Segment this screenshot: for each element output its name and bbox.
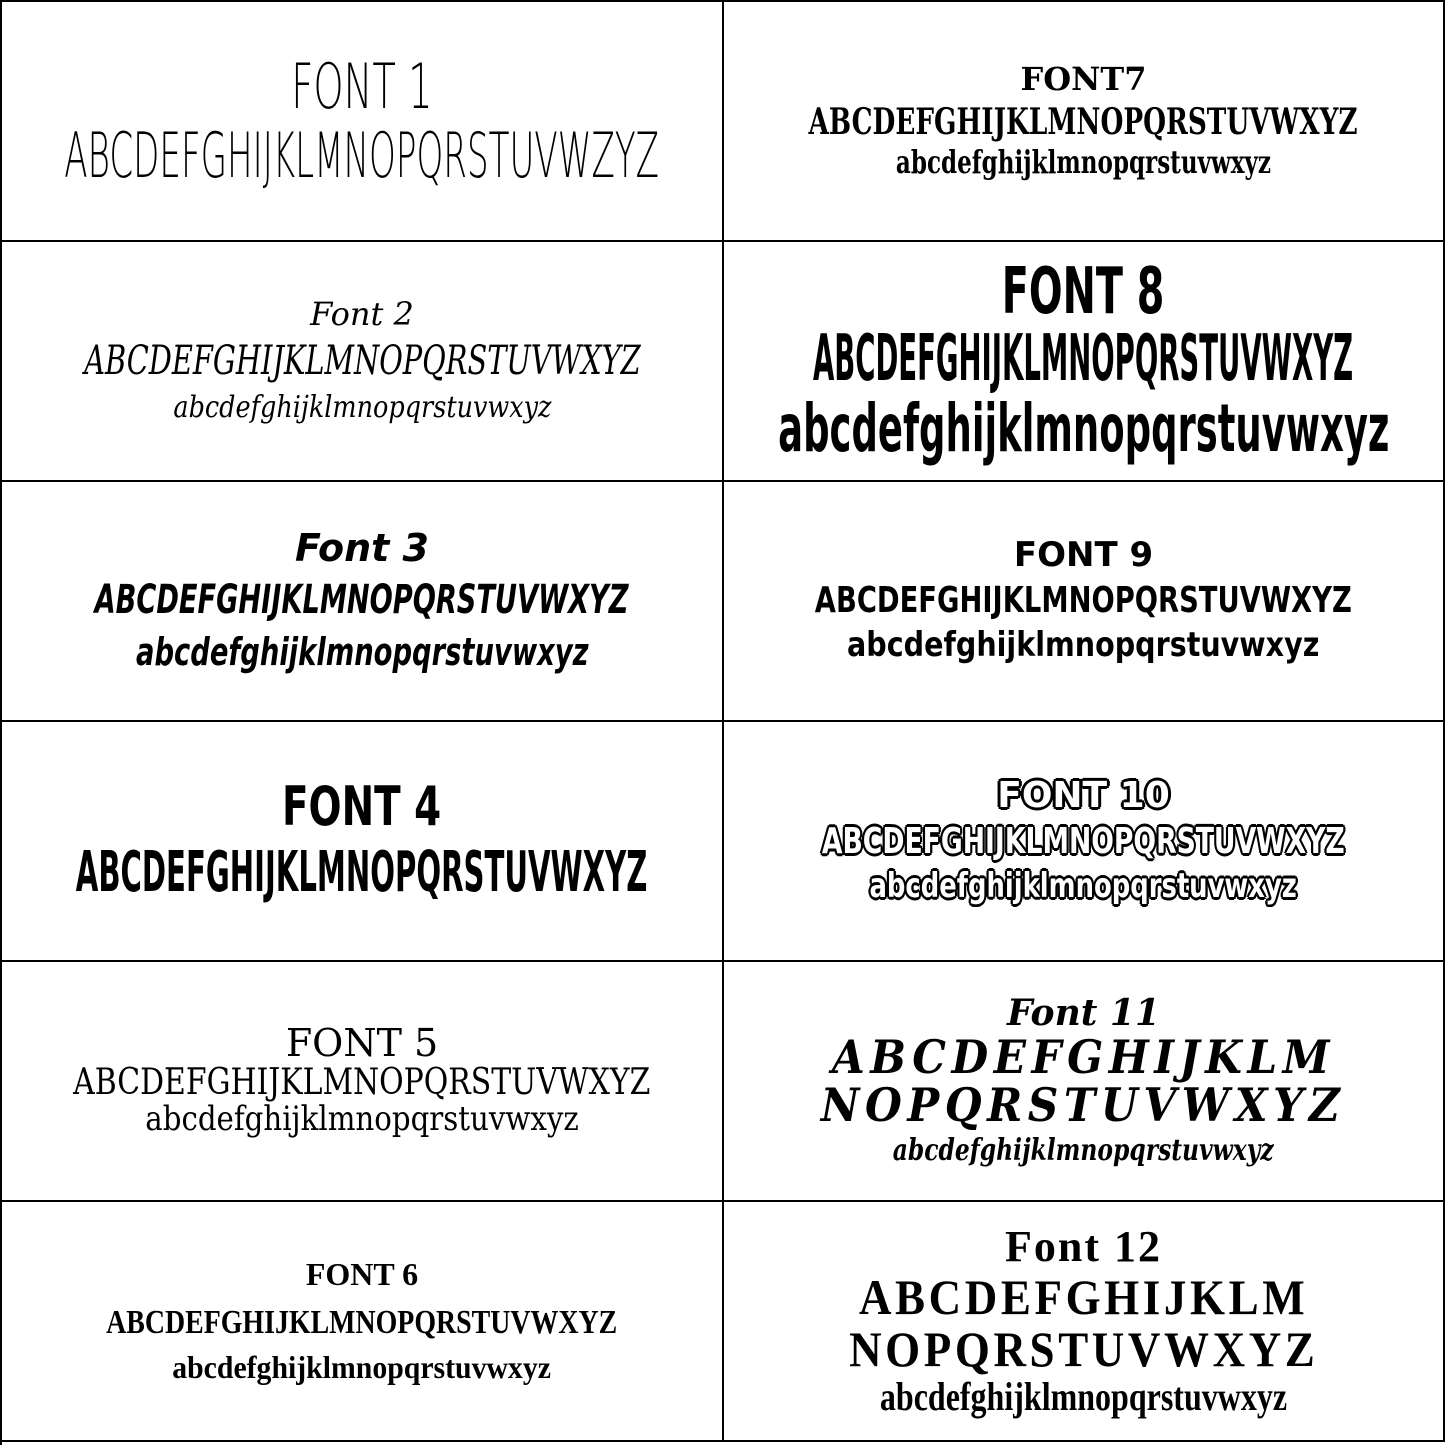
font-6-lowercase: abcdefghijklmnopqrstuvwxyz — [172, 1348, 552, 1385]
font-5-title: FONT 5 — [285, 1021, 439, 1066]
font-8-uppercase: ABCDEFGHIJKLMNOPQRSTUVWXYZ — [813, 322, 1354, 397]
font-9-cell — [724, 482, 1445, 722]
font-3-lowercase: abcdefghijklmnopqrstuvwxyz — [135, 630, 589, 674]
font-10-uppercase: ABCDEFGHIJKLMNOPQRSTUVWXYZ — [822, 821, 1345, 863]
font-1-title: FONT 1 — [291, 49, 433, 123]
font-4-uppercase: ABCDEFGHIJKLMNOPQRSTUVWXYZ — [76, 839, 648, 905]
font-10-cell — [724, 722, 1445, 962]
font-10-lowercase: abcdefghijklmnopqrstuvwxyz — [869, 865, 1298, 906]
font-2-title: Font 2 — [310, 295, 414, 334]
font-2-lowercase: abcdefghijklmnopqrstuvwxyz — [172, 390, 552, 426]
font-12-title: Font 12 — [1005, 1222, 1162, 1272]
font-6-title: FONT 6 — [305, 1255, 419, 1292]
font-3-cell — [2, 482, 724, 722]
font-9-uppercase: ABCDEFGHIJKLMNOPQRSTUVWXYZ — [814, 580, 1352, 622]
font-10-title: FONT 10 — [997, 775, 1170, 817]
font-7-cell — [724, 2, 1445, 242]
font-4-title: FONT 4 — [282, 775, 442, 839]
font-5-lowercase: abcdefghijklmnopqrstuvwxyz — [145, 1099, 579, 1139]
font-11-lowercase: abcdefghijklmnopqrstuvwxyz — [893, 1133, 1274, 1169]
font-7-uppercase: ABCDEFGHIJKLMNOPQRSTUVWXYZ — [809, 101, 1359, 144]
font-1-cell — [2, 2, 724, 242]
font-11-uppercase-line-1: ABCDEFGHIJKLM — [831, 1029, 1336, 1084]
font-2-cell — [2, 242, 724, 482]
font-3-uppercase: ABCDEFGHIJKLMNOPQRSTUVWXYZ — [95, 577, 629, 623]
font-11-title: Font 11 — [1006, 992, 1161, 1035]
font-8-cell — [724, 242, 1445, 482]
font-11-cell — [724, 962, 1445, 1202]
font-6-uppercase: ABCDEFGHIJKLMNOPQRSTUVWXYZ — [106, 1304, 618, 1342]
font-5-cell — [2, 962, 724, 1202]
font-12-uppercase-line-2: NOPQRSTUVWXYZ — [848, 1321, 1319, 1378]
font-9-lowercase: abcdefghijklmnopqrstuvwxyz — [847, 624, 1320, 665]
font-1-uppercase: ABCDEFGHIJKLMNOPQRSTUVWZYZ — [64, 119, 660, 192]
font-5-uppercase: ABCDEFGHIJKLMNOPQRSTUVWXYZ — [73, 1062, 651, 1104]
font-8-title: FONT 8 — [1002, 255, 1165, 330]
font-11-uppercase-line-2: NOPQRSTUVWXYZ — [821, 1078, 1346, 1133]
font-3-title: Font 3 — [294, 526, 429, 571]
font-7-lowercase: abcdefghijklmnopqrstuvwxyz — [895, 142, 1272, 181]
font-7-title: FONT7 — [1020, 59, 1147, 98]
font-6-cell — [2, 1202, 724, 1442]
font-12-cell — [724, 1202, 1445, 1442]
font-12-uppercase-line-1: ABCDEFGHIJKLM — [858, 1268, 1309, 1325]
font-8-lowercase: abcdefghijklmnopqrstuvwxyz — [777, 389, 1390, 467]
font-9-title: FONT 9 — [1013, 535, 1154, 576]
font-2-uppercase: ABCDEFGHIJKLMNOPQRSTUVWXYZ — [83, 338, 641, 385]
font-12-lowercase: abcdefghijklmnopqrstuvwxyz — [879, 1373, 1288, 1419]
font-4-cell — [2, 722, 724, 962]
